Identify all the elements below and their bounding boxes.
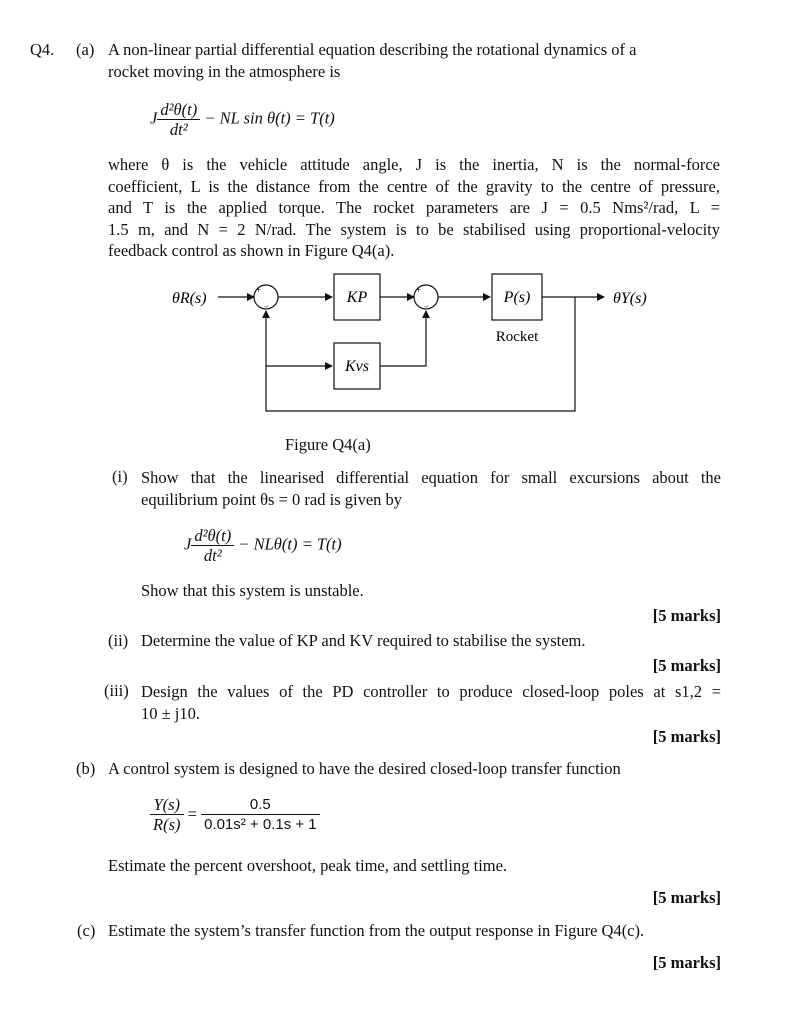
- part-c-marks: [5 marks]: [652, 953, 721, 972]
- where-line: coefficient, L is the distance from the centre of the gravity to the centre of pressure,: [108, 176, 720, 196]
- sub-i-line2: equilibrium point θs = 0 rad is given by: [141, 489, 403, 509]
- eq1-rest: − NL sin θ(t) = T(t): [204, 108, 335, 128]
- sub-ii-marks: [5 marks]: [652, 656, 721, 675]
- where-line: feedback control as shown in Figure Q4(a).: [108, 241, 395, 260]
- sub-iii-line2: 10 ± j10.: [141, 703, 201, 723]
- part-b-follow: Estimate the percent overshoot, peak time, and settling time.: [108, 856, 508, 875]
- sum1-minus: −: [264, 301, 270, 311]
- tf-rhs-denominator: 0.01s² + 0.1s + 1: [204, 816, 317, 833]
- eq2-denominator: dt²: [203, 546, 222, 565]
- question-number: Q4.: [30, 40, 55, 59]
- equation-2: [184, 526, 342, 565]
- tf-equals: =: [187, 804, 197, 824]
- sub-i-label: (i): [112, 467, 128, 486]
- eq1-denominator: dt²: [169, 120, 188, 139]
- output-label: θY(s): [613, 290, 647, 307]
- sum1-plus: +: [256, 285, 262, 295]
- plant-caption: Rocket: [495, 329, 539, 345]
- eq1-numerator: d²θ(t): [157, 100, 200, 120]
- plant-label: P(s): [503, 289, 531, 306]
- sum2-minus: −: [424, 301, 430, 311]
- input-label: θR(s): [172, 290, 207, 307]
- part-c-label: (c): [77, 921, 96, 940]
- sub-ii-label: (ii): [108, 631, 129, 650]
- tf-lhs-denominator: R(s): [153, 815, 181, 834]
- tf-rhs-fraction: [201, 795, 320, 834]
- block-diagram: [0, 0, 787, 460]
- eq2-rest: − NLθ(t) = T(t): [238, 534, 342, 554]
- where-line: where θ is the vehicle attitude angle, J is the inertia, N is the normal-force: [108, 155, 720, 174]
- eq2-fraction: [191, 526, 234, 565]
- sub-i-text: [141, 467, 721, 510]
- part-b-text: A control system is designed to have the desired closed-loop transfer function: [108, 759, 621, 778]
- tf-lhs-numerator: Y(s): [150, 795, 184, 815]
- sub-iii-text: [141, 681, 721, 724]
- part-a-intro-line1: A non-linear partial differential equation describing the rotational dynamics of a: [108, 40, 637, 59]
- sub-i-marks: [5 marks]: [652, 606, 721, 625]
- sub-i-line1: Show that the linearised differential equation for small excursions about the: [141, 468, 721, 487]
- where-line: and T is the applied torque. The rocket parameters are J = 0.5 Nms²/rad, L =: [108, 198, 720, 217]
- figure-caption: Figure Q4(a): [285, 435, 371, 454]
- part-a-label: (a): [76, 40, 95, 59]
- inner-feedback-path: [380, 311, 426, 366]
- sub-iii-line1: Design the values of the PD controller to produce closed-loop poles at s1,2 =: [141, 682, 721, 701]
- transfer-function: [150, 795, 320, 834]
- part-b-marks: [5 marks]: [652, 888, 721, 907]
- tf-rhs-numerator: 0.5: [201, 795, 320, 815]
- sub-iii-label: (iii): [104, 681, 129, 700]
- eq1-coeff: J: [150, 108, 158, 128]
- tf-lhs-fraction: [150, 795, 184, 834]
- eq2-coeff: J: [184, 534, 192, 554]
- where-line: 1.5 m, and N = 2 N/rad. The system is to be stabilised using proportional-velocity: [108, 219, 720, 239]
- sum2-plus: +: [416, 285, 422, 295]
- kv-label: Kvs: [345, 358, 369, 375]
- sub-iii-marks: [5 marks]: [652, 727, 721, 746]
- sub-ii-text: Determine the value of KP and KV required to stabilise the system.: [141, 631, 586, 650]
- part-b-label: (b): [76, 759, 96, 778]
- part-a-intro-line2: rocket moving in the atmosphere is: [108, 62, 341, 81]
- eq2-numerator: d²θ(t): [191, 526, 234, 546]
- part-c-text: Estimate the system’s transfer function from the output response in Figure Q4(c).: [108, 921, 645, 940]
- sub-i-follow: Show that this system is unstable.: [141, 581, 364, 600]
- kp-label: KP: [346, 289, 368, 306]
